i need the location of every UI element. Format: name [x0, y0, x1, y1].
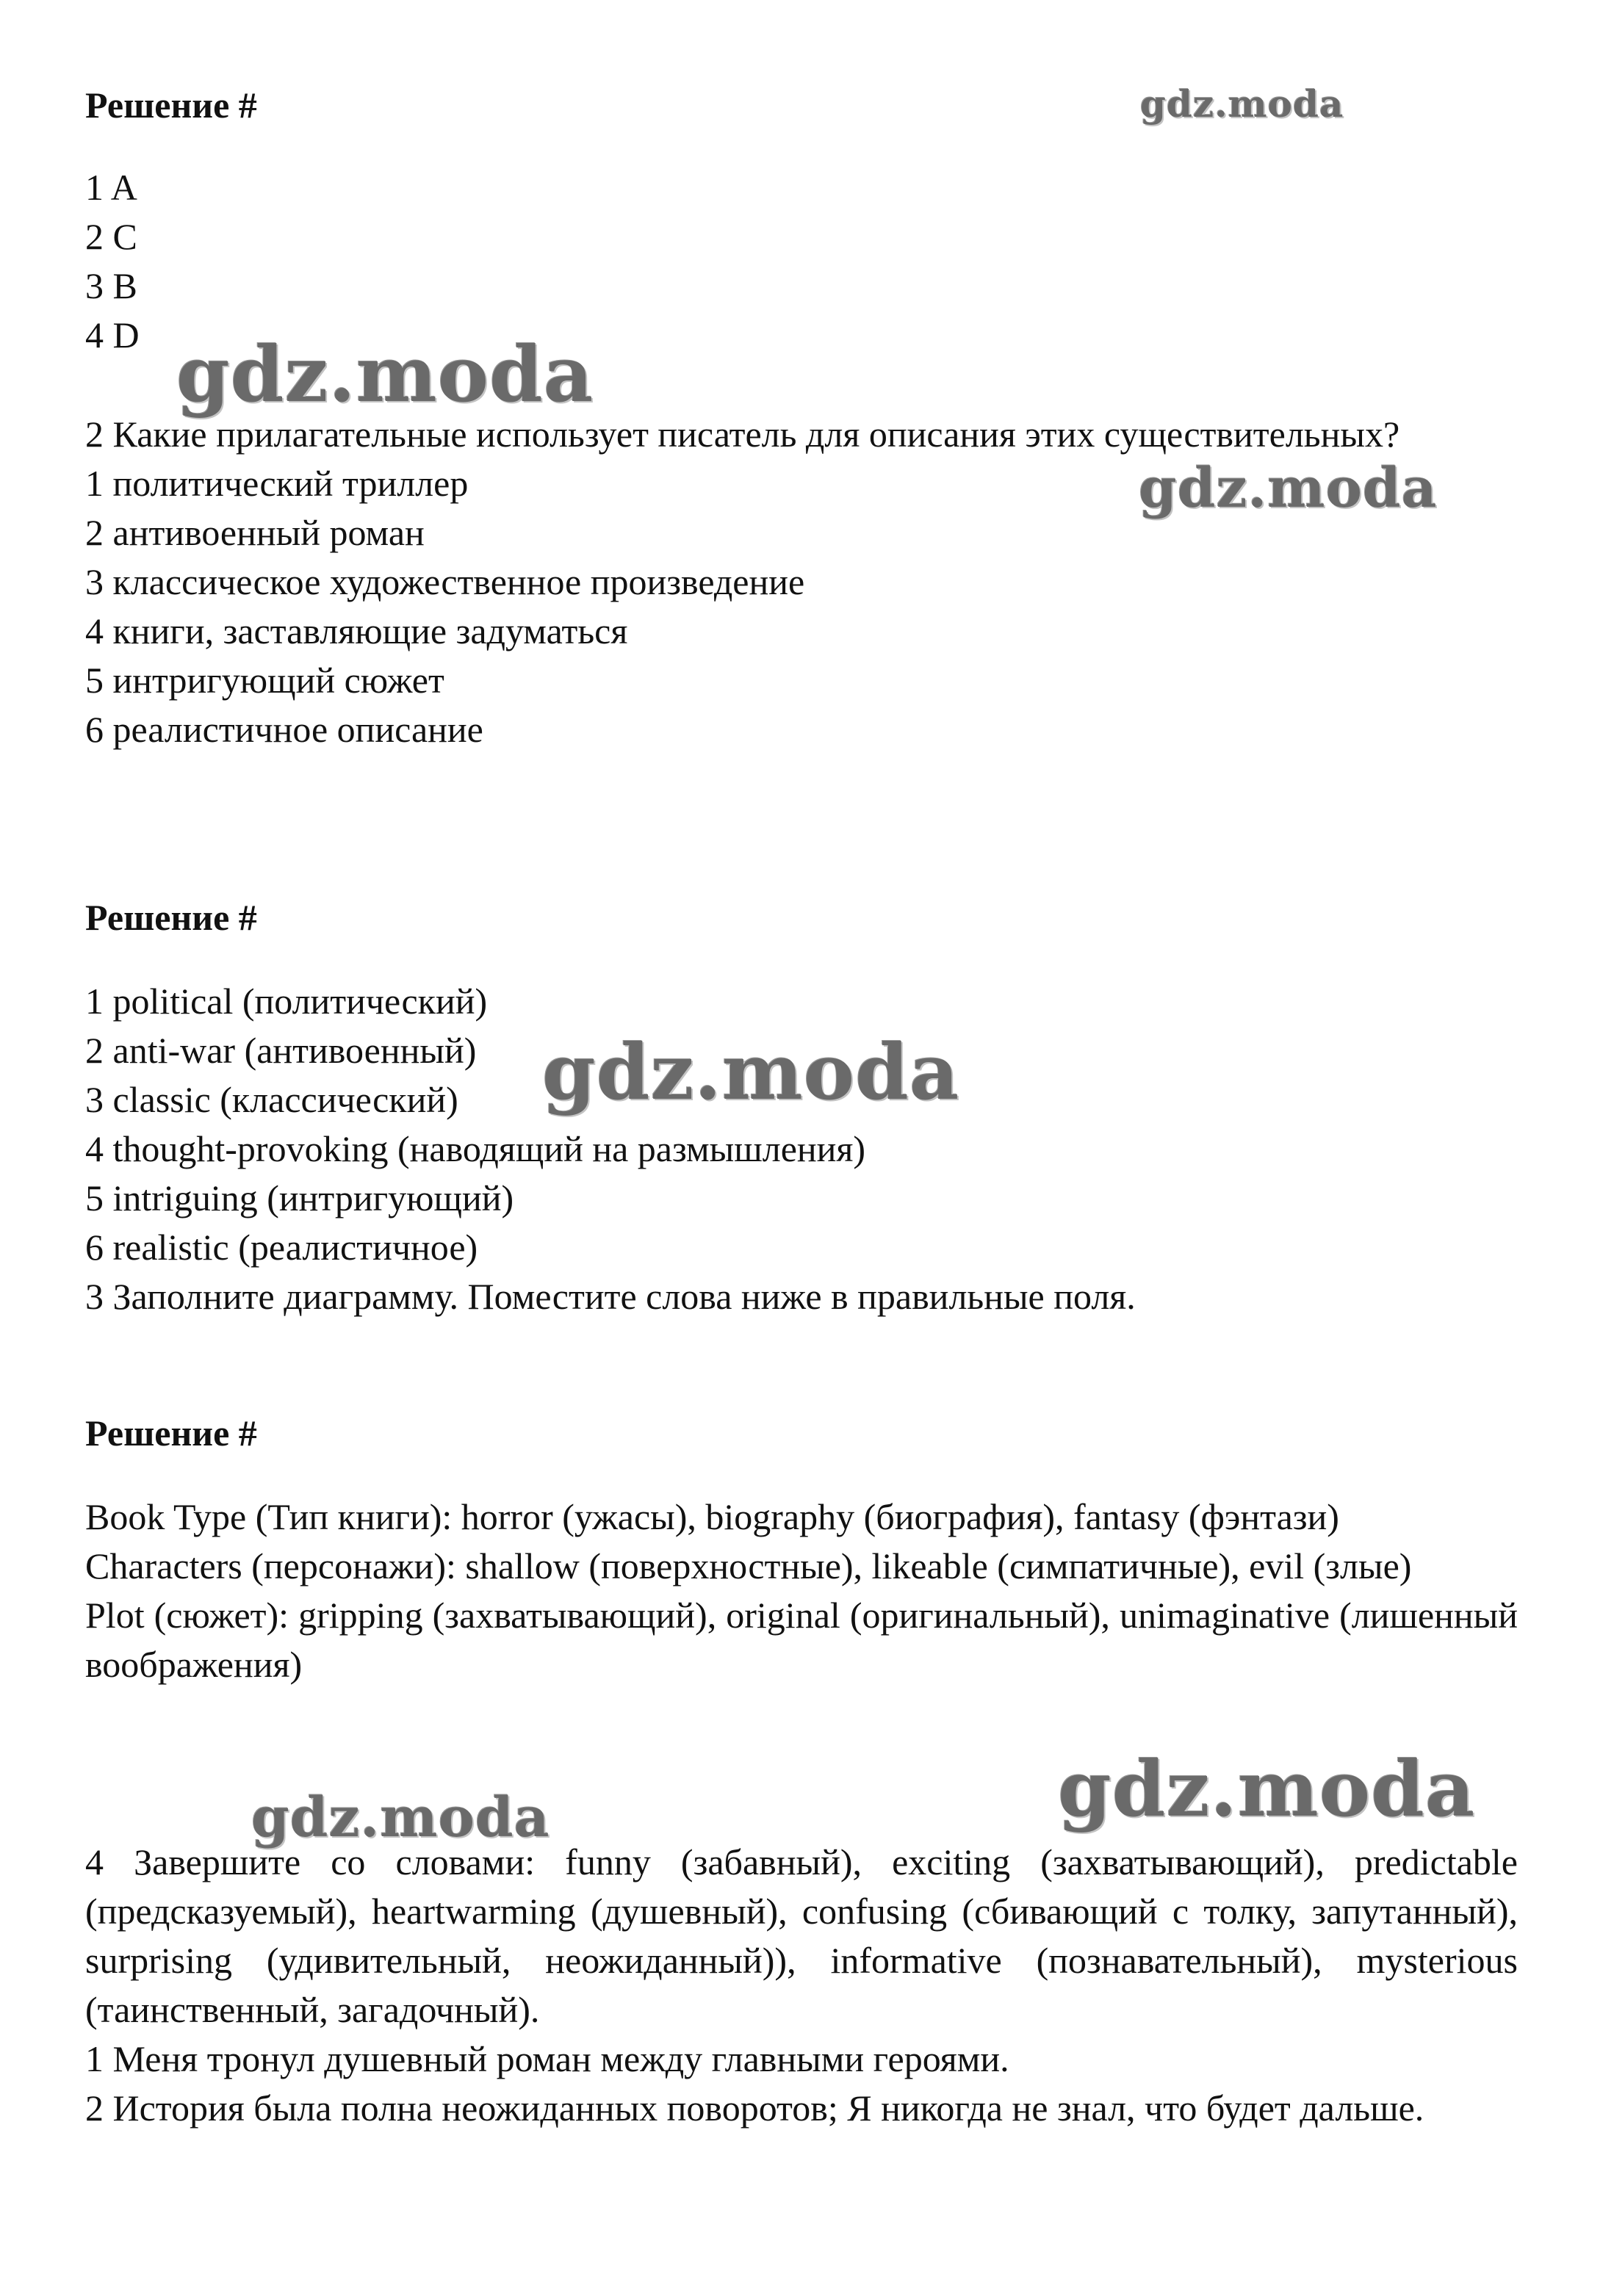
watermark-logo: gdz.moda — [176, 329, 594, 419]
answer-line: 2 anti-war (антивоенный) — [85, 1030, 477, 1071]
watermark-logo: gdz.moda — [1140, 82, 1344, 126]
watermark-logo: gdz.moda — [1058, 1744, 1476, 1834]
answer-paragraph: Book Type (Тип книги): horror (ужасы), biography (биография), fantasy (фэнтази) — [85, 1496, 1339, 1537]
watermark-logo: gdz.moda — [251, 1786, 550, 1849]
task-4 — [85, 1838, 1518, 2133]
solution-heading: Решение # — [85, 897, 257, 938]
watermark-logo: gdz.moda — [1139, 457, 1438, 520]
list-item: 6 реалистичное описание — [85, 709, 483, 750]
watermark-logo: gdz.moda — [542, 1027, 960, 1117]
task-question: 3 Заполните диаграмму. Поместите слова ниже в правильные поля. — [85, 1276, 1136, 1317]
answer-line: 4 thought-provoking (наводящий на размышления) — [85, 1128, 866, 1169]
list-item: 2 антивоенный роман — [85, 512, 425, 553]
answer-line: 2 C — [85, 216, 137, 257]
task-2 — [85, 410, 1518, 754]
answer-line: 3 classic (классический) — [85, 1079, 458, 1120]
list-item: 2 История была полна неожиданных поворотов; Я никогда не знал, что будет дальше. — [85, 2087, 1424, 2129]
list-item: 5 интригующий сюжет — [85, 660, 444, 701]
answer-line: 1 political (политический) — [85, 981, 488, 1022]
list-item: 3 классическое художественное произведение — [85, 561, 805, 602]
task-question: 2 Какие прилагательные использует писатель для описания этих существительных? — [85, 414, 1400, 455]
task-instruction: 4 Завершите со словами: funny (забавный), exciting (захватывающий), predictable (предсказуемый), heartwarming (душевный), confusing (сбивающий с толку, запутанный), surprising (удивительный, неожиданный)), informative (познавательный), mysterious (таинственный, загадочный). — [85, 1841, 1518, 2030]
answer-paragraph: Characters (персонажи): shallow (поверхностные), likeable (симпатичные), evil (злые) — [85, 1545, 1412, 1586]
answer-line: 5 intriguing (интригующий) — [85, 1177, 514, 1219]
list-item: 1 политический триллер — [85, 463, 469, 504]
answer-list — [85, 977, 1518, 1321]
solution-heading: Решение # — [85, 84, 257, 126]
diagram-answers — [85, 1492, 1518, 1689]
answer-paragraph: Plot (сюжет): gripping (захватывающий), original (оригинальный), unimaginative (лишенный воображения) — [85, 1595, 1518, 1685]
answer-line: 1 A — [85, 167, 137, 208]
answer-line: 3 B — [85, 265, 137, 306]
list-item: 4 книги, заставляющие задуматься — [85, 610, 628, 651]
answer-list — [85, 163, 1518, 360]
answer-line: 6 realistic (реалистичное) — [85, 1227, 478, 1268]
solution-heading: Решение # — [85, 1412, 257, 1454]
answer-line: 4 D — [85, 314, 140, 355]
list-item: 1 Меня тронул душевный роман между главными героями. — [85, 2038, 1009, 2079]
